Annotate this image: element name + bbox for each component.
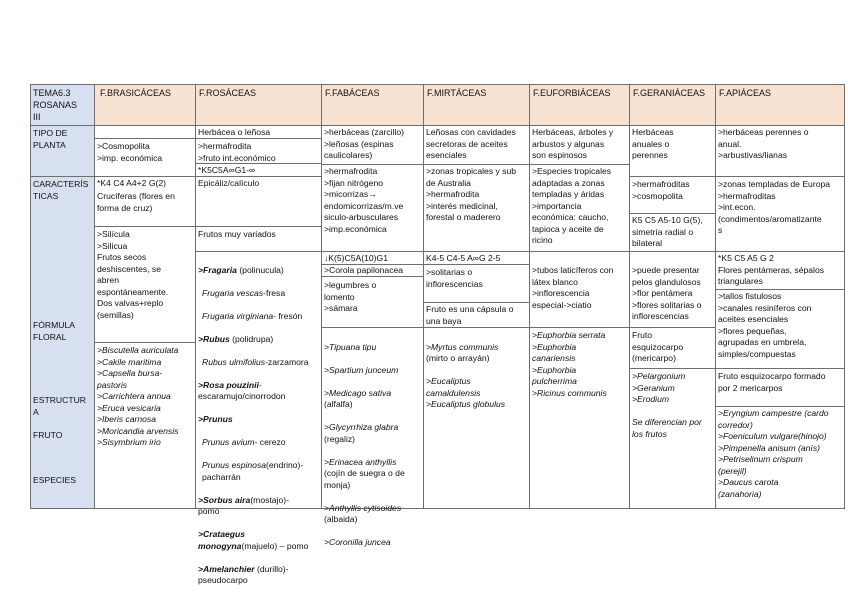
- list-item: Prunus avium- cerezo: [202, 437, 286, 447]
- grid-line: [195, 226, 321, 227]
- geraniaceas-fruto: Fruto esquizocarpo (mericarpo): [632, 330, 684, 363]
- grid-line: [529, 327, 629, 328]
- row-label-caracteristicas: CARACTERÍS TICAS: [33, 179, 89, 201]
- grid-line: [30, 176, 94, 177]
- list-item: >Coronilla juncea: [324, 537, 391, 547]
- row-label-tipo-de-planta: TIPO DE PLANTA: [33, 128, 68, 150]
- list-item: >Rosa pouzinii- escaramujo/cinorrodon: [198, 379, 286, 401]
- list-item: >Crataegus monogyna(majuelo) – pomo: [198, 529, 309, 551]
- grid-line: [715, 406, 845, 407]
- grid-line: [423, 251, 529, 252]
- row-label-formula-floral: FÓRMULA FLORAL: [33, 320, 76, 342]
- column-header-geraniaceas: F.GERANIÁCEAS: [633, 88, 706, 98]
- list-item: >Myrtus communis (mirto o arrayán): [426, 341, 499, 363]
- list-item: >Anthyllis cytisoides (albaida): [324, 502, 402, 524]
- list-item: >Medicago sativa (alfalfa): [324, 387, 392, 409]
- grid-line: [629, 251, 715, 252]
- fabaceas-estructura: >Corola papilonacea: [324, 265, 404, 275]
- grid-line: [629, 176, 715, 177]
- grid-line: [321, 251, 423, 252]
- column-header-fabaceas: F.FABÁCEAS: [325, 88, 380, 98]
- row-label-estructura: ESTRUCTUR A: [33, 395, 86, 417]
- fabaceas-tipo: >herbáceas (zarcillo) >leñosas (espinas caulicolares): [324, 127, 405, 160]
- list-item: >Prunus: [198, 414, 233, 424]
- column-header-mirtaceas: F.MIRTÁCEAS: [427, 88, 487, 98]
- column-header-brasicaceas: F.BRASICÁCEAS: [100, 88, 172, 98]
- apiaceas-caracteristicas: >zonas templadas de Europa >hermafroditas >int.econ. (condimentos/aromatizante s: [718, 179, 831, 235]
- apiaceas-tipo: >herbáceas perennes o anual. >arbustivas/lianas: [718, 127, 809, 160]
- list-item: Frugaria vescas-fresa: [202, 287, 286, 298]
- list-item: >Erinacea anthyllis (cojín de suegra o de monja): [324, 456, 405, 490]
- grid-line: [423, 302, 529, 303]
- fabaceas-especies: [324, 330, 422, 560]
- rosaceas-estructura: Epicáliz/calículo: [198, 178, 260, 188]
- apiaceas-especies: >Eryngium campestre (cardo corredor) >Foeniculum vulgare(hinojo) >Pimpenella anisum (anís) >Petriselinum crispum (perejil) >Daucus carota (zanahoria): [718, 408, 829, 499]
- list-item: Rubus ulmifolius-zarzamora: [202, 356, 309, 367]
- mirtaceas-especies: [426, 330, 528, 422]
- fabaceas-fruto: >legumbres o lomento >sámara: [324, 280, 377, 313]
- grid-line: [529, 251, 629, 252]
- list-item: >Rubus (polidrupa): [198, 333, 274, 344]
- geraniaceas-caracteristicas: >hermafroditas >cosmopolita: [632, 179, 690, 201]
- grid-line: [195, 84, 196, 509]
- apiaceas-fruto: Fruto esquizocarpo formado por 2 mericarpos: [718, 371, 826, 393]
- column-header-rosaceas: F.ROSÁCEAS: [199, 88, 257, 98]
- grid-line: [844, 84, 845, 509]
- grid-line: [715, 368, 845, 369]
- grid-line: [423, 327, 529, 328]
- grid-line: [94, 226, 195, 227]
- rosaceas-tipo: Herbácea o leñosa: [198, 127, 271, 137]
- rosaceas-caracteristicas: >hermafrodita >fruto int.económico: [198, 141, 276, 163]
- list-item: Prunus espinosa(endrino)- pacharrán: [202, 460, 304, 482]
- list-item: >Fragaria (polinucula): [198, 264, 284, 275]
- brasicaceas-especies: >Biscutella auriculata >Cakile maritima >Capsella bursa- pastoris >Carrichtera annua >Eruca vesicaria >Iberis carnosa >Moricandia arvensis >Sisymbrium irio: [97, 345, 179, 447]
- brasicaceas-fruto: >Silícula >Silicua Frutos secos deshiscentes, se abren espontáneamente. Dos valvas+replo (semillas): [97, 229, 169, 320]
- list-item: >Eucaliptus camaldulensis >Eucaliptus globulus: [426, 376, 506, 409]
- mirtaceas-fruto: Fruto es una cápsula o una baya: [426, 304, 514, 326]
- grid-line: [423, 84, 424, 509]
- grid-line: [715, 84, 716, 509]
- grid-line: [195, 251, 321, 252]
- grid-line: [423, 164, 529, 165]
- grid-line: [94, 84, 95, 509]
- grid-line: [629, 327, 715, 328]
- apiaceas-formula: *K5 C5 A5 G 2 Flores pentámeras, sépalos triangulares: [718, 253, 825, 286]
- grid-line: [321, 327, 423, 328]
- rosaceas-especies: [198, 253, 320, 598]
- geraniaceas-formula: K5 C5 A5-10 G(5), simetría radial o bilateral: [632, 215, 703, 248]
- column-header-euforbiaceas: F.EUFORBIÁCEAS: [533, 88, 611, 98]
- grid-line: [30, 508, 845, 509]
- euforbiaceas-especies: >Euphorbia serrata >Euphorbia canariensis >Euphorbia pulcherrima >Ricinus communis: [532, 330, 607, 398]
- grid-line: [94, 176, 195, 177]
- rosaceas-fruto: Frutos muy variados: [198, 229, 276, 239]
- grid-line: [321, 84, 322, 509]
- grid-line: [715, 176, 845, 177]
- grid-line: [30, 84, 845, 85]
- grid-line: [715, 289, 845, 290]
- row-label-especies: ESPECIES: [33, 475, 76, 485]
- list-item: >Amelanchier (durillo)- pseudocarpo: [198, 563, 289, 585]
- list-item: >Glycyrrhiza glabra (regaliz): [324, 422, 399, 444]
- grid-line: [30, 84, 31, 509]
- row-label-fruto: FRUTO: [33, 430, 63, 440]
- euforbiaceas-estructura: >tubos laticíferos con látex blanco >inflorescencia especial->ciatio: [532, 265, 614, 310]
- grid-line: [30, 125, 845, 126]
- euforbiaceas-caracteristicas: >Especies tropicales adaptadas a zonas templadas y áridas >importancia económica: caucho, tapioca y aceite de ricino: [532, 166, 612, 245]
- list-item: >Sorbus aira(mostajo)- pomo: [198, 494, 289, 516]
- geraniaceas-estructura: >puede presentar pelos glandulosos >flor pentámera >flores solitarias o inflorescencias: [632, 265, 702, 321]
- rosaceas-formula: *K5C5A∞G1-∞: [198, 165, 256, 175]
- grid-line: [715, 251, 845, 252]
- list-item: >Tipuana tipu: [324, 341, 377, 352]
- mirtaceas-formula: K4-5 C4-5 A∞G 2-5: [426, 253, 501, 263]
- list-item: Frugaria virginiana- fresón: [202, 310, 303, 321]
- summary-table: [30, 84, 845, 585]
- brasicaceas-caracteristicas: Crucíferas (flores en forma de cruz): [97, 191, 175, 213]
- table-title: TEMA6.3 ROSANAS III: [33, 88, 78, 122]
- brasicaceas-formula: *K4 C4 A4+2 G(2): [97, 178, 167, 188]
- grid-line: [629, 213, 715, 214]
- apiaceas-estructura: >tallos fistulosos >canales resiníferos con aceites esenciales >flores pequeñas, agrupadas en umbrela, simples/compuestas: [718, 291, 812, 359]
- grid-line: [94, 138, 195, 139]
- grid-line: [629, 84, 630, 509]
- grid-line: [529, 84, 530, 509]
- brasicaceas-tipo: >Cosmopolita >imp. económica: [97, 141, 163, 163]
- geraniaceas-tipo: Herbáceas anuales o perennes: [632, 127, 674, 160]
- grid-line: [629, 368, 715, 369]
- mirtaceas-tipo: Leñosas con cavidades secretoras de aceites esenciales: [426, 127, 516, 160]
- fabaceas-caracteristicas: >hermafrodita >fijan nitrógeno >micorrizas→ endomicorrizas/m.ve siculo-arbusculares >imp.económica: [324, 166, 404, 234]
- euforbiaceas-tipo: Herbáceas, árboles y arbustos y algunas son espinosos: [532, 127, 614, 160]
- grid-line: [529, 164, 629, 165]
- mirtaceas-estructura: >solitarias o inflorescencias: [426, 267, 483, 289]
- mirtaceas-caracteristicas: >zonas tropicales y sub de Australia >hermafrodita >interés medicinal, forestal o maderero: [426, 166, 517, 222]
- list-item: >Spartium junceum: [324, 364, 399, 375]
- column-header-apiaceas: F.APIÁCEAS: [719, 88, 772, 98]
- grid-line: [321, 164, 423, 165]
- geraniaceas-especies: >Pelargonium >Geranium >Erodium Se diferencian por los frutos: [632, 371, 702, 439]
- fabaceas-formula: ↓K(5)C5A(10)G1: [324, 253, 388, 263]
- grid-line: [94, 342, 195, 343]
